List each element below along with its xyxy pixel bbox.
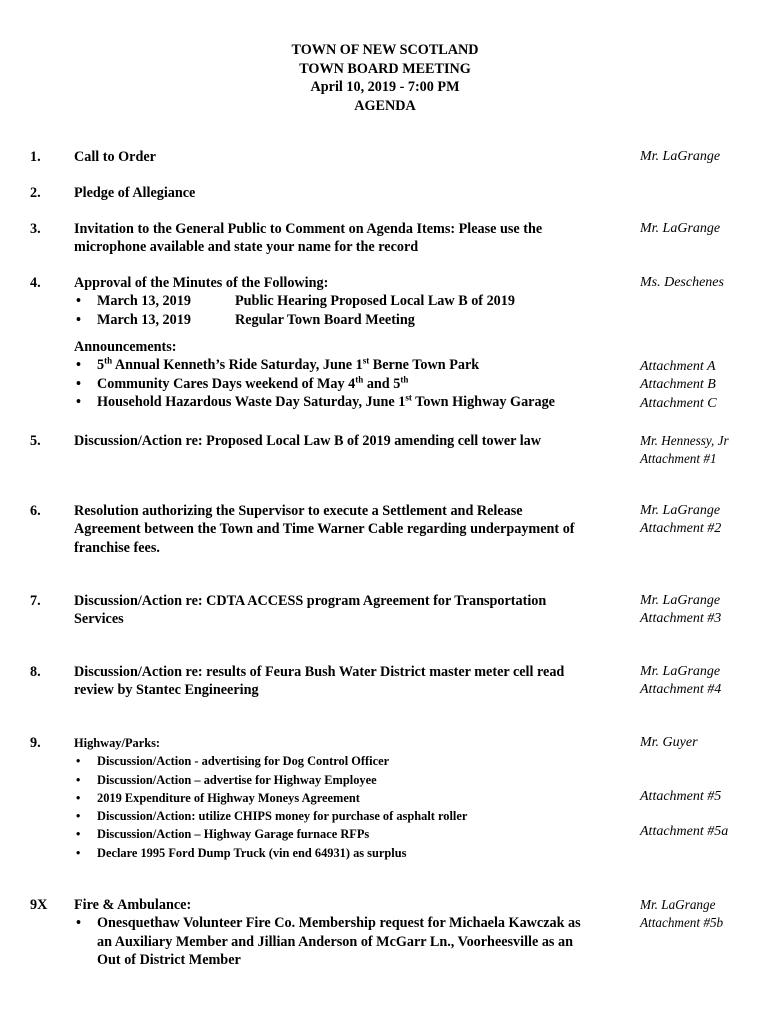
highway-item: • Discussion/Action – advertise for Highway Employee bbox=[74, 771, 622, 789]
item-text: Discussion/Action re: Proposed Local Law B of 2019 amending cell tower law bbox=[74, 433, 541, 449]
attachment-label: Attachment #2 bbox=[640, 521, 722, 537]
item-text bbox=[74, 502, 634, 557]
item-number: 8. bbox=[30, 664, 41, 680]
header-agenda: AGENDA bbox=[354, 97, 416, 114]
announcement-item: • Household Hazardous Waste Day Saturday, June 1st Town Highway Garage bbox=[74, 393, 622, 411]
item-text: Call to Order bbox=[74, 149, 156, 165]
highway-item: • Discussion/Action - advertising for Dog Control Officer bbox=[74, 752, 622, 770]
item-text bbox=[74, 663, 634, 700]
minutes-item bbox=[74, 292, 622, 310]
minutes-date: March 13, 2019 bbox=[97, 293, 191, 310]
presenter-name: Mr. LaGrange bbox=[640, 503, 721, 518]
item-presenter: Mr. LaGrange bbox=[640, 149, 721, 164]
announcement-attachments bbox=[640, 358, 765, 413]
item-line: Agreement between the Town and Time Warner Cable regarding underpayment of bbox=[74, 521, 575, 538]
item-number: 1. bbox=[30, 149, 41, 165]
presenter-name: Mr. Guyer bbox=[640, 735, 698, 750]
minutes-desc: Public Hearing Proposed Local Law B of 2019 bbox=[235, 293, 515, 310]
minutes-date: March 13, 2019 bbox=[97, 311, 191, 328]
attachment-label: Attachment #1 bbox=[640, 451, 717, 466]
announcements-list bbox=[74, 338, 622, 411]
presenter-name: Mr. LaGrange bbox=[640, 593, 721, 608]
presenter-name: Mr. LaGrange bbox=[640, 897, 716, 912]
item-presenter bbox=[640, 663, 765, 700]
item-number: 6. bbox=[30, 503, 41, 519]
attachment-label: Attachment #4 bbox=[640, 682, 722, 698]
minutes-item bbox=[74, 311, 622, 329]
highway-item: • Declare 1995 Ford Dump Truck (vin end 64931) as surplus bbox=[74, 844, 622, 862]
item-presenter bbox=[640, 896, 765, 932]
item-line: Discussion/Action re: CDTA ACCESS program Agreement for Transportation bbox=[74, 593, 547, 609]
attachment-label: Attachment C bbox=[640, 395, 717, 411]
item-presenter: Ms. Deschenes bbox=[640, 275, 724, 290]
fire-title: Fire & Ambulance: bbox=[74, 897, 192, 913]
item-number: 9X bbox=[30, 897, 48, 913]
item-number: 5. bbox=[30, 433, 41, 449]
item-number: 7. bbox=[30, 593, 41, 609]
highway-item: • Discussion/Action – Highway Garage furnace RFPs bbox=[74, 825, 622, 843]
item-line: Services bbox=[74, 611, 124, 628]
announcement-item: • Community Cares Days weekend of May 4th and 5th bbox=[74, 375, 622, 393]
attachment-label: Attachment #5a bbox=[640, 824, 729, 839]
highway-title: Highway/Parks: bbox=[74, 736, 161, 750]
item-text bbox=[74, 274, 622, 329]
item-number: 3. bbox=[30, 221, 41, 237]
item-number: 2. bbox=[30, 185, 41, 201]
presenter-name: Mr. LaGrange bbox=[640, 664, 721, 679]
attachment-label: Attachment #3 bbox=[640, 611, 722, 627]
item-number: 9. bbox=[30, 735, 41, 751]
announcement-item: • 5th Annual Kenneth’s Ride Saturday, June 1st Berne Town Park bbox=[74, 356, 622, 374]
header-date: April 10, 2019 - 7:00 PM bbox=[310, 79, 460, 96]
item-line: microphone available and state your name for the record bbox=[74, 239, 419, 256]
minutes-title: Approval of the Minutes of the Following: bbox=[74, 275, 329, 291]
attachment-label: Attachment #5b bbox=[640, 915, 724, 930]
highway-item: • Discussion/Action: utilize CHIPS money for purchase of asphalt roller bbox=[74, 807, 622, 825]
header-town: TOWN OF NEW SCOTLAND bbox=[291, 42, 479, 58]
attachment-label: Attachment A bbox=[640, 359, 716, 374]
item-text bbox=[74, 734, 622, 862]
item-line: Invitation to the General Public to Comment on Agenda Items: Please use the bbox=[74, 221, 543, 237]
item-text bbox=[74, 592, 622, 629]
presenter-name: Mr. Hennessy, Jr bbox=[640, 433, 729, 448]
attachment-label: Attachment B bbox=[640, 377, 716, 393]
item-presenter: Mr. LaGrange bbox=[640, 221, 721, 236]
item-text bbox=[74, 220, 622, 257]
minutes-desc: Regular Town Board Meeting bbox=[235, 311, 415, 328]
item-presenter bbox=[640, 432, 765, 468]
item-line: review by Stantec Engineering bbox=[74, 682, 259, 699]
item-line: Discussion/Action re: results of Feura Bush Water District master meter cell read bbox=[74, 664, 565, 680]
item-presenter bbox=[640, 734, 765, 752]
highway-item: • 2019 Expenditure of Highway Moneys Agreement bbox=[74, 789, 622, 807]
agenda-header bbox=[0, 41, 770, 115]
item-presenter bbox=[640, 502, 765, 539]
item-text bbox=[74, 896, 622, 969]
attachment-label: Attachment #5 bbox=[640, 789, 722, 804]
announcements-title: Announcements: bbox=[74, 339, 177, 355]
item-text: Pledge of Allegiance bbox=[74, 185, 196, 201]
item-number: 4. bbox=[30, 275, 41, 291]
item-line: franchise fees. bbox=[74, 539, 160, 556]
fire-item: • Onesquethaw Volunteer Fire Co. Membership request for Michaela Kawczak as an Auxiliary Member and Jillian Anderson of McGarr Ln., Voorheesville as an Out of District Member bbox=[74, 914, 622, 969]
item-presenter bbox=[640, 592, 765, 629]
item-line: Resolution authorizing the Supervisor to execute a Settlement and Release bbox=[74, 503, 523, 519]
header-meeting: TOWN BOARD MEETING bbox=[299, 60, 471, 77]
